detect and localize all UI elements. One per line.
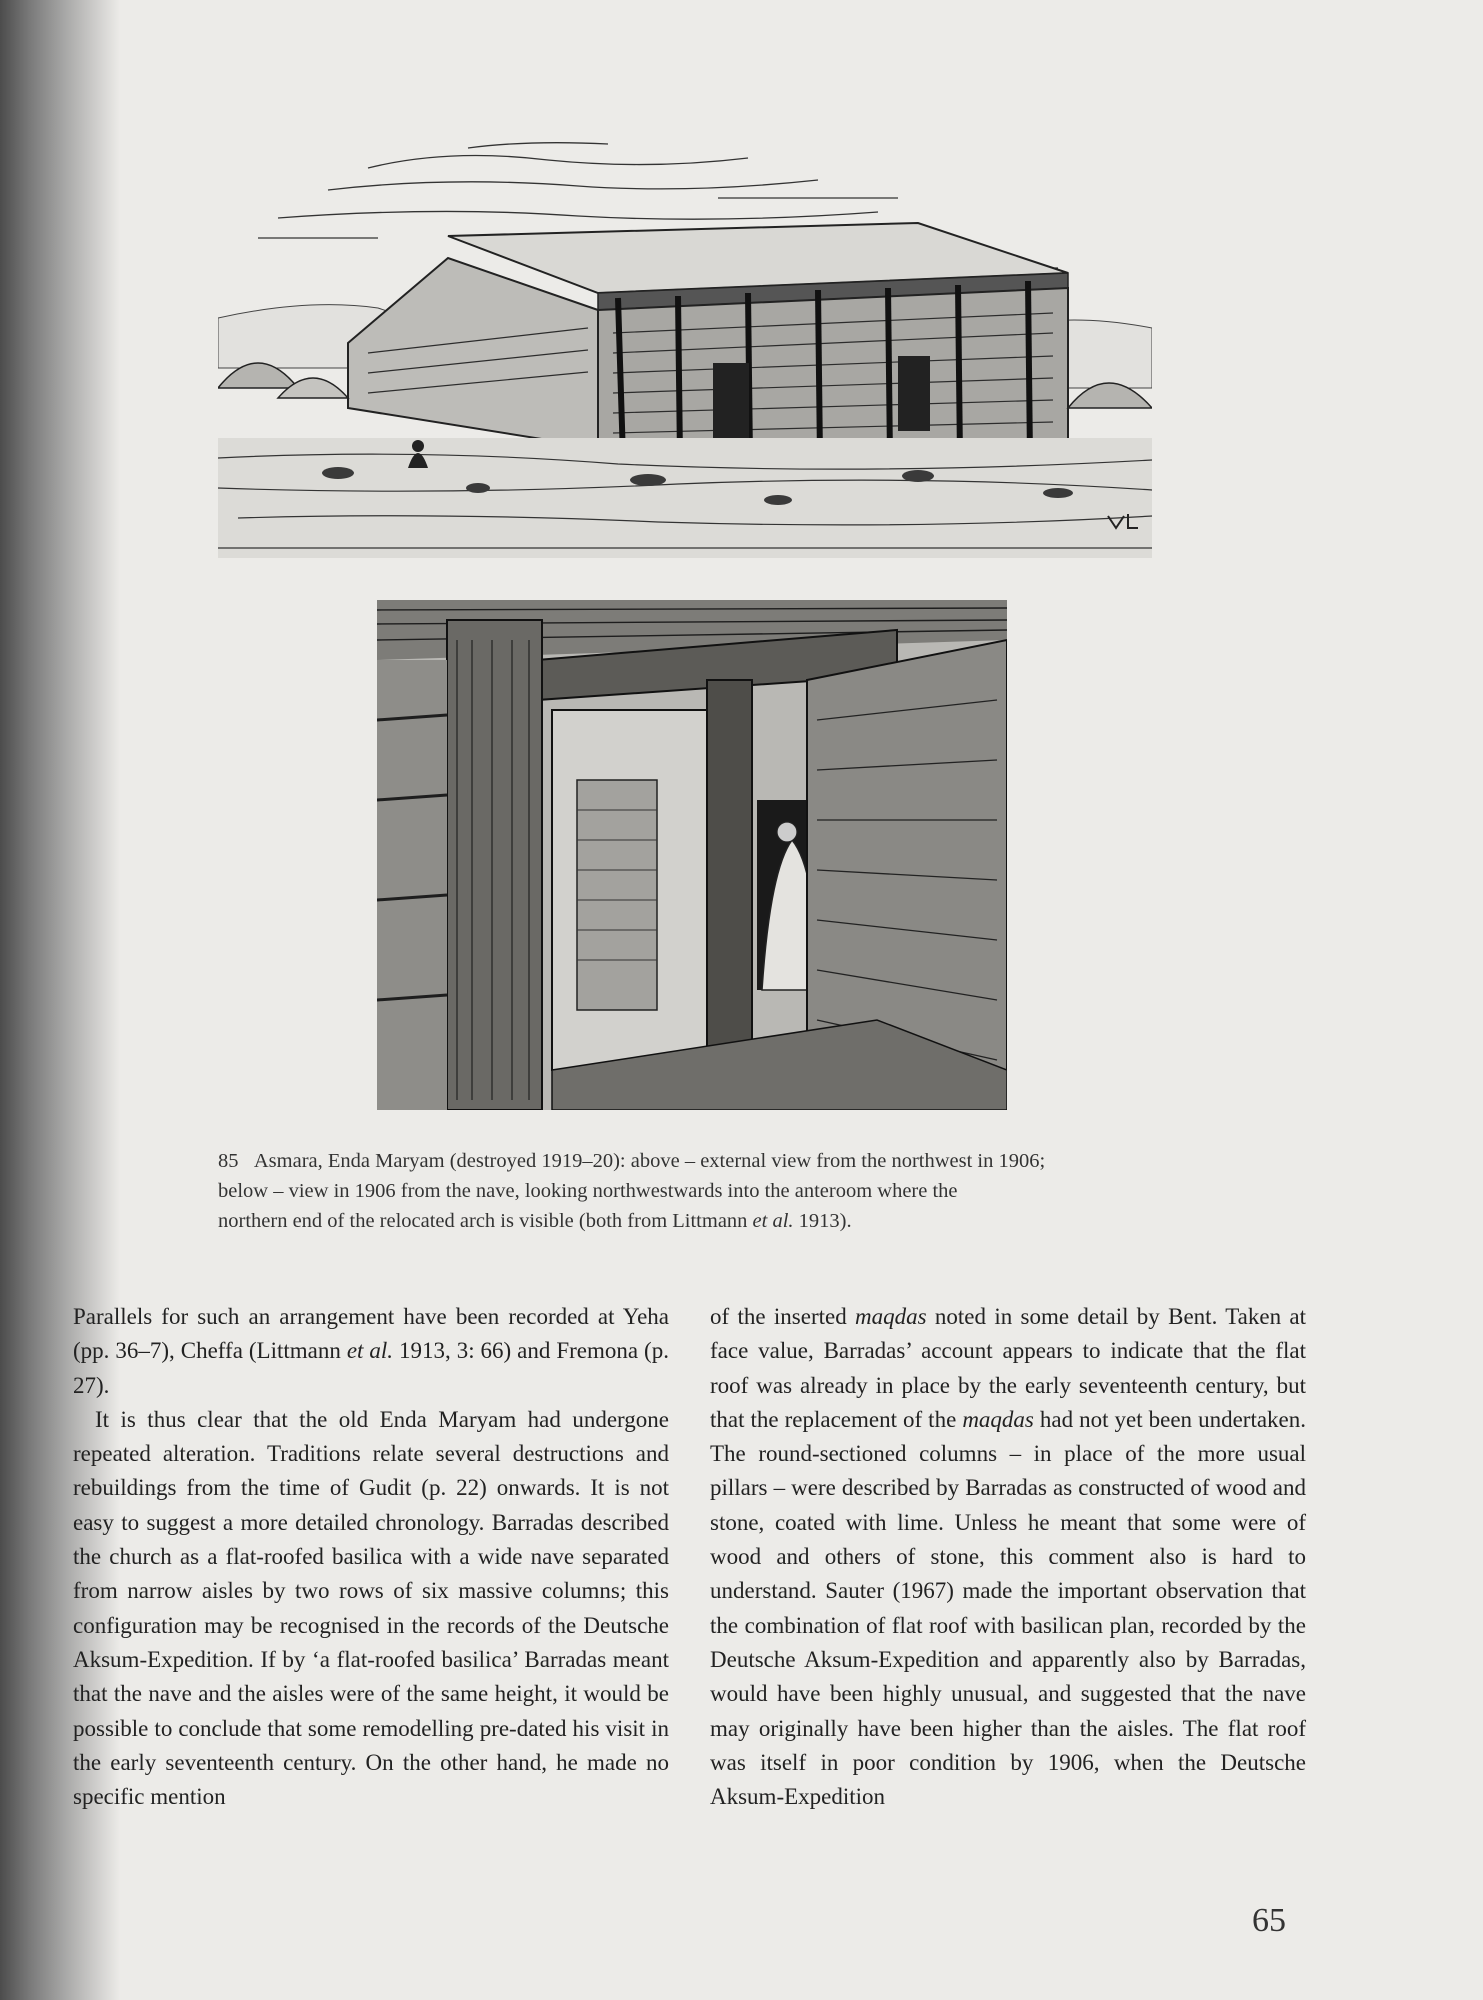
caption-end: 1913). xyxy=(793,1210,852,1232)
caption-line-2: below – view in 1906 from the nave, looking northwestwards into the anteroom where the xyxy=(218,1180,958,1202)
caption-line-3 xyxy=(218,1206,1138,1236)
paragraph-maqdas xyxy=(710,1300,1306,1814)
church-exterior-illustration xyxy=(218,128,1152,558)
rc-part-a: of the inserted xyxy=(710,1304,856,1329)
rc-part-e: had not yet been undertaken. The round-sectioned columns – in place of the more usual pillars – were described by Barradas as constructed of wood and stone, coated with lime. Unless he meant that some were of wood and others of stone, this comment also is hard to understand. Sauter (1967) made the important observation that the combination of flat roof with basilican plan, recorded by the Deutsche Aksum-Expedition and apparently also by Barradas, would have been highly unusual, and suggested that the nave may originally have been higher than the aisles. The flat roof was itself in poor condition by 1906, when the Deutsche Aksum-Expedition xyxy=(710,1406,1307,1810)
rc-maqdas-1: maqdas xyxy=(855,1304,927,1329)
caption-line-1 xyxy=(218,1146,1138,1176)
p1-part-c: 1913, 3: 66) and Fremona (p. 27). xyxy=(73,1338,669,1398)
caption-text-1: Asmara, Enda Maryam (destroyed 1919–20): above – external view from the northwest in 1906; xyxy=(253,1150,1046,1172)
figure-caption xyxy=(218,1146,1138,1236)
page-number: 65 xyxy=(1252,1902,1286,1939)
left-text-column xyxy=(73,1300,669,1814)
right-text-column xyxy=(710,1300,1306,1814)
rc-maqdas-2: maqdas xyxy=(962,1406,1034,1432)
paragraph-parallels xyxy=(73,1300,669,1403)
paragraph-enda-maryam: It is thus clear that the old Enda Maryam had undergone repeated alteration. Traditions relate several destructions and rebuildings from the time of Gudit (p. 22) onwards. It is not easy to suggest a more detailed chronology. Barradas described the church as a flat-roofed basilica with a wide nave separated from narrow aisles by two rows of six massive columns; this configuration may be recognised in the records of the Deutsche Aksum-Expedition. If by ‘a flat-roofed basilica’ Barradas meant that the nave and the aisles were of the same height, it would be possible to conclude that some remodelling pre-dated his visit in the early seventeenth century. On the other hand, he made no specific mention xyxy=(73,1406,669,1810)
caption-etal: et al. xyxy=(752,1210,794,1232)
exterior-drawing xyxy=(218,128,1152,558)
caption-text-3: northern end of the relocated arch is visible (both from Littmann xyxy=(218,1210,753,1232)
figure-number: 85 xyxy=(218,1150,239,1172)
church-interior-illustration xyxy=(377,600,1007,1110)
p1-part-a: Parallels for such an arrangement have been recorded at Yeha (pp. 36–7), Cheffa (Littmann xyxy=(73,1304,669,1364)
rc-part-c: noted in some detail by Bent. Taken at face value, Barradas’ account appears to indicate that the flat roof was already in place by the early seventeenth century, but that the replacement of the xyxy=(710,1304,1306,1432)
interior-drawing xyxy=(377,600,1007,1110)
p1-etal: et al. xyxy=(346,1338,394,1364)
